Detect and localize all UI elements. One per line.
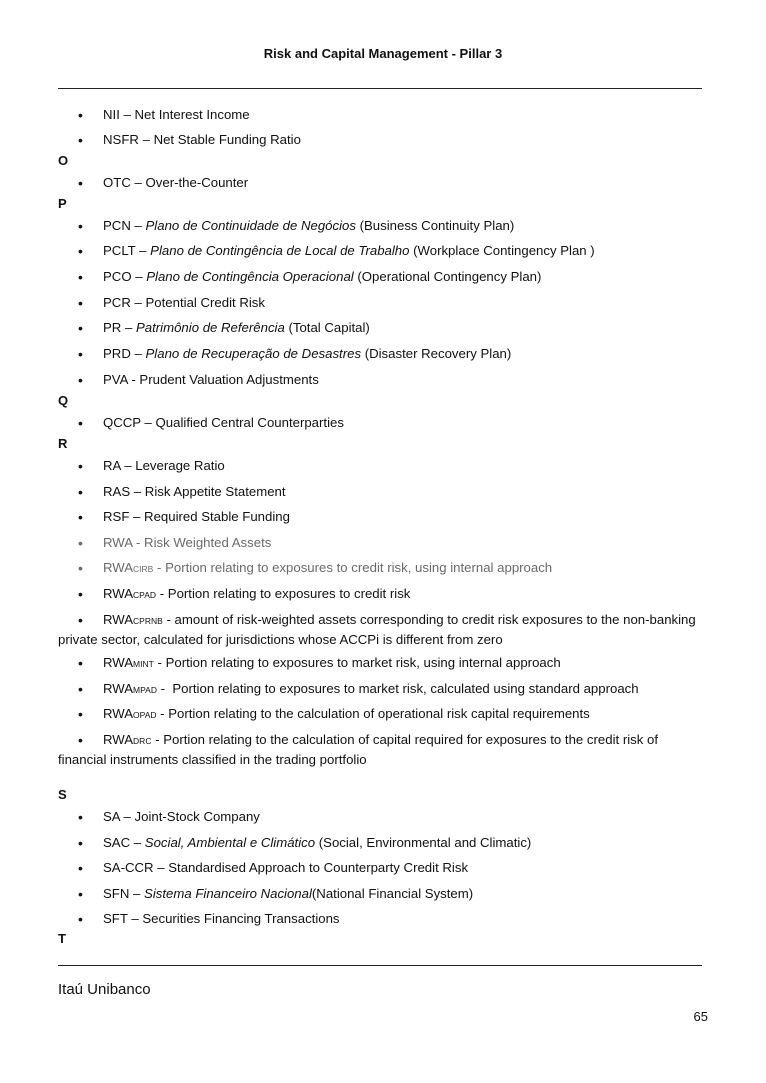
separator: –: [120, 458, 136, 473]
definition: Required Stable Funding: [144, 509, 290, 524]
separator: –: [130, 835, 145, 850]
definition: (Disaster Recovery Plan): [361, 346, 512, 361]
bullet-icon: •: [78, 612, 83, 628]
bullet-icon: •: [78, 320, 83, 336]
abbreviation: SA: [103, 809, 120, 824]
abbreviation: SAC: [103, 835, 131, 850]
bullet-icon: •: [78, 886, 83, 902]
abbreviation-subscript: MPAD: [133, 685, 157, 695]
bullet-icon: •: [78, 560, 83, 576]
glossary-item: [58, 654, 703, 674]
bullet-icon: •: [78, 911, 83, 927]
header-divider: [58, 88, 702, 89]
page-header-title: Risk and Capital Management - Pillar 3: [263, 46, 503, 61]
separator: -: [156, 586, 168, 601]
portuguese-term: Plano de Contingência Operacional: [146, 269, 354, 284]
abbreviation: PR: [103, 320, 122, 335]
definition: Joint-Stock Company: [134, 809, 260, 824]
abbreviation: SFN: [103, 886, 130, 901]
portuguese-term: Plano de Contingência de Local de Trabalho: [150, 243, 410, 258]
abbreviation-subscript: DRC: [133, 736, 152, 746]
abbreviation-subscript: CIRB: [133, 564, 154, 574]
bullet-icon: •: [78, 732, 83, 748]
section-letter: S: [58, 787, 67, 802]
separator: –: [129, 509, 145, 524]
abbreviation: RA: [103, 458, 121, 473]
definition: Standardised Approach to Counterparty Credit Risk: [168, 860, 469, 875]
glossary-item: [58, 705, 703, 725]
separator: –: [130, 175, 146, 190]
abbreviation: RWA: [103, 560, 134, 575]
separator: –: [129, 886, 145, 901]
glossary-item: [58, 534, 703, 553]
abbreviation: NSFR: [103, 132, 139, 147]
abbreviation: PRD: [103, 346, 131, 361]
bullet-icon: •: [78, 509, 83, 525]
bullet-icon: •: [78, 372, 83, 388]
glossary-item: [58, 319, 703, 338]
glossary-item: [58, 808, 703, 827]
glossary-item: [58, 371, 703, 390]
abbreviation: SFT: [103, 911, 128, 926]
footer-divider: [58, 965, 702, 966]
bullet-icon: •: [78, 175, 83, 191]
separator: –: [121, 320, 136, 335]
definition: Potential Credit Risk: [145, 295, 265, 310]
bullet-icon: •: [78, 415, 83, 431]
abbreviation: OTC: [103, 175, 131, 190]
definition: Portion relating to exposures to market risk, using internal approach: [165, 655, 561, 670]
glossary-item: [58, 611, 703, 649]
abbreviation: RWA: [103, 586, 134, 601]
glossary-item: [58, 885, 703, 904]
abbreviation-subscript: OPAD: [133, 710, 157, 720]
section-letter: Q: [58, 393, 69, 408]
definition: (Total Capital): [284, 320, 370, 335]
abbreviation: PCN: [103, 218, 131, 233]
abbreviation: RWA: [103, 681, 134, 696]
bullet-icon: •: [78, 809, 83, 825]
abbreviation: RWA: [103, 612, 134, 627]
abbreviation: SA-CCR: [103, 860, 154, 875]
portuguese-term: Social, Ambiental e Climático: [144, 835, 316, 850]
separator: –: [153, 860, 169, 875]
separator: –: [131, 269, 147, 284]
separator: -: [127, 372, 140, 387]
bullet-icon: •: [78, 681, 83, 697]
glossary-item: [58, 106, 703, 125]
definition: amount of risk-weighted assets corresponding to credit risk exposures to the non-banking private sector, calculated for jurisdictions whose ACCPi is different from zero: [58, 612, 696, 647]
separator: –: [138, 132, 154, 147]
glossary-item: [58, 345, 703, 364]
glossary-item: [58, 294, 703, 313]
glossary-item: [58, 731, 703, 769]
separator: –: [130, 218, 146, 233]
definition: Prudent Valuation Adjustments: [139, 372, 319, 387]
bullet-icon: •: [78, 107, 83, 123]
abbreviation: PCLT: [103, 243, 136, 258]
glossary-item: [58, 217, 703, 236]
bullet-icon: •: [78, 218, 83, 234]
abbreviation: PCR: [103, 295, 131, 310]
portuguese-term: Plano de Recuperação de Desastres: [145, 346, 362, 361]
glossary-item: [58, 680, 703, 700]
definition: Qualified Central Counterparties: [155, 415, 344, 430]
section-letter: R: [58, 436, 68, 451]
separator: -: [153, 655, 166, 670]
abbreviation: QCCP: [103, 415, 141, 430]
section-letter: T: [58, 931, 66, 946]
abbreviation: RWA: [103, 706, 134, 721]
separator: –: [119, 809, 135, 824]
bullet-icon: •: [78, 243, 83, 259]
separator: –: [119, 107, 135, 122]
separator: –: [127, 911, 143, 926]
bullet-icon: •: [78, 586, 83, 602]
abbreviation: RWA: [103, 535, 133, 550]
separator: –: [130, 295, 146, 310]
abbreviation: RAS: [103, 484, 131, 499]
bullet-icon: •: [78, 655, 83, 671]
abbreviation: NII: [103, 107, 120, 122]
definition: Portion relating to the calculation of operational risk capital requirements: [168, 706, 590, 721]
definition: Securities Financing Transactions: [142, 911, 340, 926]
bullet-icon: •: [78, 458, 83, 474]
glossary-item: [58, 508, 703, 527]
glossary-item: [58, 268, 703, 287]
definition: Over-the-Counter: [145, 175, 249, 190]
definition: Net Interest Income: [134, 107, 250, 122]
definition: Risk Weighted Assets: [144, 535, 272, 550]
definition: Portion relating to exposures to market risk, calculated using standard approach: [172, 681, 639, 696]
glossary-item: [58, 859, 703, 878]
section-letter: O: [58, 153, 69, 168]
glossary-item: [58, 834, 703, 853]
bullet-icon: •: [78, 295, 83, 311]
bullet-icon: •: [78, 706, 83, 722]
separator: –: [140, 415, 156, 430]
definition: (Workplace Contingency Plan ): [409, 243, 595, 258]
bullet-icon: •: [78, 132, 83, 148]
glossary-item: [58, 483, 703, 502]
definition: Net Stable Funding Ratio: [153, 132, 301, 147]
separator: -: [156, 706, 169, 721]
glossary-item: [58, 559, 703, 579]
separator: -: [151, 732, 164, 747]
separator: –: [135, 243, 151, 258]
separator: -: [153, 560, 166, 575]
separator: –: [130, 484, 145, 499]
definition: Risk Appetite Statement: [144, 484, 286, 499]
abbreviation: RWA: [103, 655, 134, 670]
section-letter: P: [58, 196, 67, 211]
portuguese-term: Patrimônio de Referência: [136, 320, 285, 335]
separator: -: [132, 535, 145, 550]
footer-company: Itaú Unibanco: [58, 981, 151, 998]
separator: –: [130, 346, 146, 361]
separator: -: [162, 612, 175, 627]
definition: Portion relating to exposures to credit risk: [167, 586, 411, 601]
separator: -: [156, 681, 173, 696]
abbreviation-subscript: CPRNB: [133, 616, 163, 626]
definition: (Social, Environmental and Climatic): [315, 835, 532, 850]
definition: (Operational Contingency Plan): [353, 269, 542, 284]
abbreviation: PVA: [103, 372, 128, 387]
definition: (Business Continuity Plan): [355, 218, 515, 233]
definition: Portion relating to the calculation of capital required for exposures to the credit risk of financial instruments classified in the trading portfolio: [58, 732, 658, 767]
portuguese-term: Sistema Financeiro Nacional: [144, 886, 312, 901]
abbreviation: RSF: [103, 509, 130, 524]
abbreviation-subscript: MINT: [133, 659, 154, 669]
glossary-item: [58, 910, 703, 929]
bullet-icon: •: [78, 860, 83, 876]
definition: Portion relating to exposures to credit risk, using internal approach: [165, 560, 553, 575]
glossary-item: [58, 457, 703, 476]
glossary-item: [58, 131, 703, 150]
abbreviation: RWA: [103, 732, 134, 747]
bullet-icon: •: [78, 269, 83, 285]
bullet-icon: •: [78, 535, 83, 551]
bullet-icon: •: [78, 484, 83, 500]
bullet-icon: •: [78, 346, 83, 362]
glossary-item: [58, 585, 703, 605]
page-number: 65: [693, 1009, 708, 1024]
definition: (National Financial System): [311, 886, 474, 901]
glossary-item: [58, 414, 703, 433]
abbreviation: PCO: [103, 269, 132, 284]
glossary-item: [58, 242, 703, 261]
portuguese-term: Plano de Continuidade de Negócios: [145, 218, 356, 233]
bullet-icon: •: [78, 835, 83, 851]
glossary-item: [58, 174, 703, 193]
definition: Leverage Ratio: [135, 458, 225, 473]
abbreviation-subscript: CPAD: [133, 590, 157, 600]
